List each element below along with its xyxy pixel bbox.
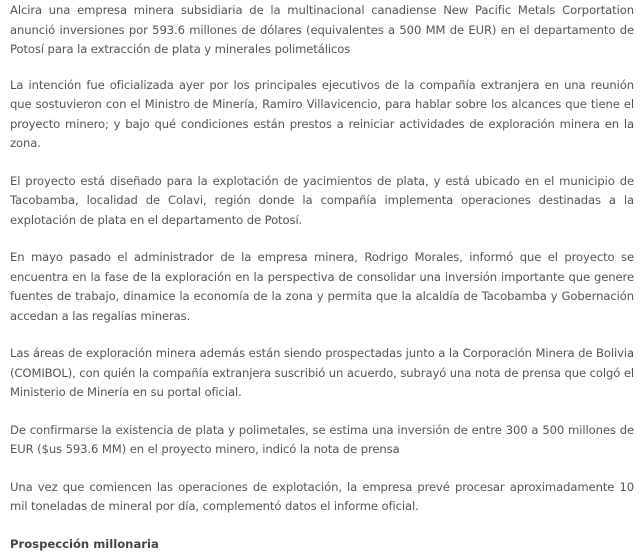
article-paragraph-6: De confirmarse la existencia de plata y polimetales, se estima una inversión de entre 300 a 500 millones de EUR ($us 593.6 MM) en el proyecto minero, indicó la nota de prensa: [10, 421, 634, 460]
article-paragraph-2: La intención fue oficializada ayer por los principales ejecutivos de la compañía extranjera en una reunión que sostuvieron con el Ministro de Minería, Ramiro Villavicencio, para hablar sobre los alcances que tiene el proyecto minero; y bajo qué condiciones están prestos a reiniciar actividades de exploración minera en la zona.: [10, 76, 634, 154]
article-subheading: Prospección millonaria: [10, 535, 634, 554]
article-paragraph-1: Alcira una empresa minera subsidiaria de la multinacional canadiense New Pacific Metals Corportation anunció inversiones por 593.6 millones de dólares (equivalentes a 500 MM de EUR) en el departamento de Potosí para la extracción de plata y minerales polimetálicos: [10, 1, 634, 60]
article-paragraph-4: En mayo pasado el administrador de la empresa minera, Rodrigo Morales, informó que el proyecto se encuentra en la fase de la exploración en la perspectiva de consolidar una inversión importante que genere fuentes de trabajo, dinamice la economía de la zona y permita que la alcaldía de Tacobamba y Gobernación accedan a las regalías mineras.: [10, 248, 634, 326]
article-paragraph-5: Las áreas de exploración minera además están siendo prospectadas junto a la Corporación Minera de Bolivia (COMIBOL), con quién la compañía extranjera suscribió un acuerdo, subrayó una nota de prensa que colgó el Ministerio de Minería en su portal oficial.: [10, 344, 634, 403]
article-paragraph-3: El proyecto está diseñado para la explotación de yacimientos de plata, y está ubicado en el municipio de Tacobamba, localidad de Colavi, región donde la compañía implementa operaciones destinadas a la explotación de plata en el departamento de Potosí.: [10, 172, 634, 231]
article-paragraph-7: Una vez que comiencen las operaciones de explotación, la empresa prevé procesar aproximadamente 10 mil toneladas de mineral por día, complementó datos el informe oficial.: [10, 478, 634, 517]
